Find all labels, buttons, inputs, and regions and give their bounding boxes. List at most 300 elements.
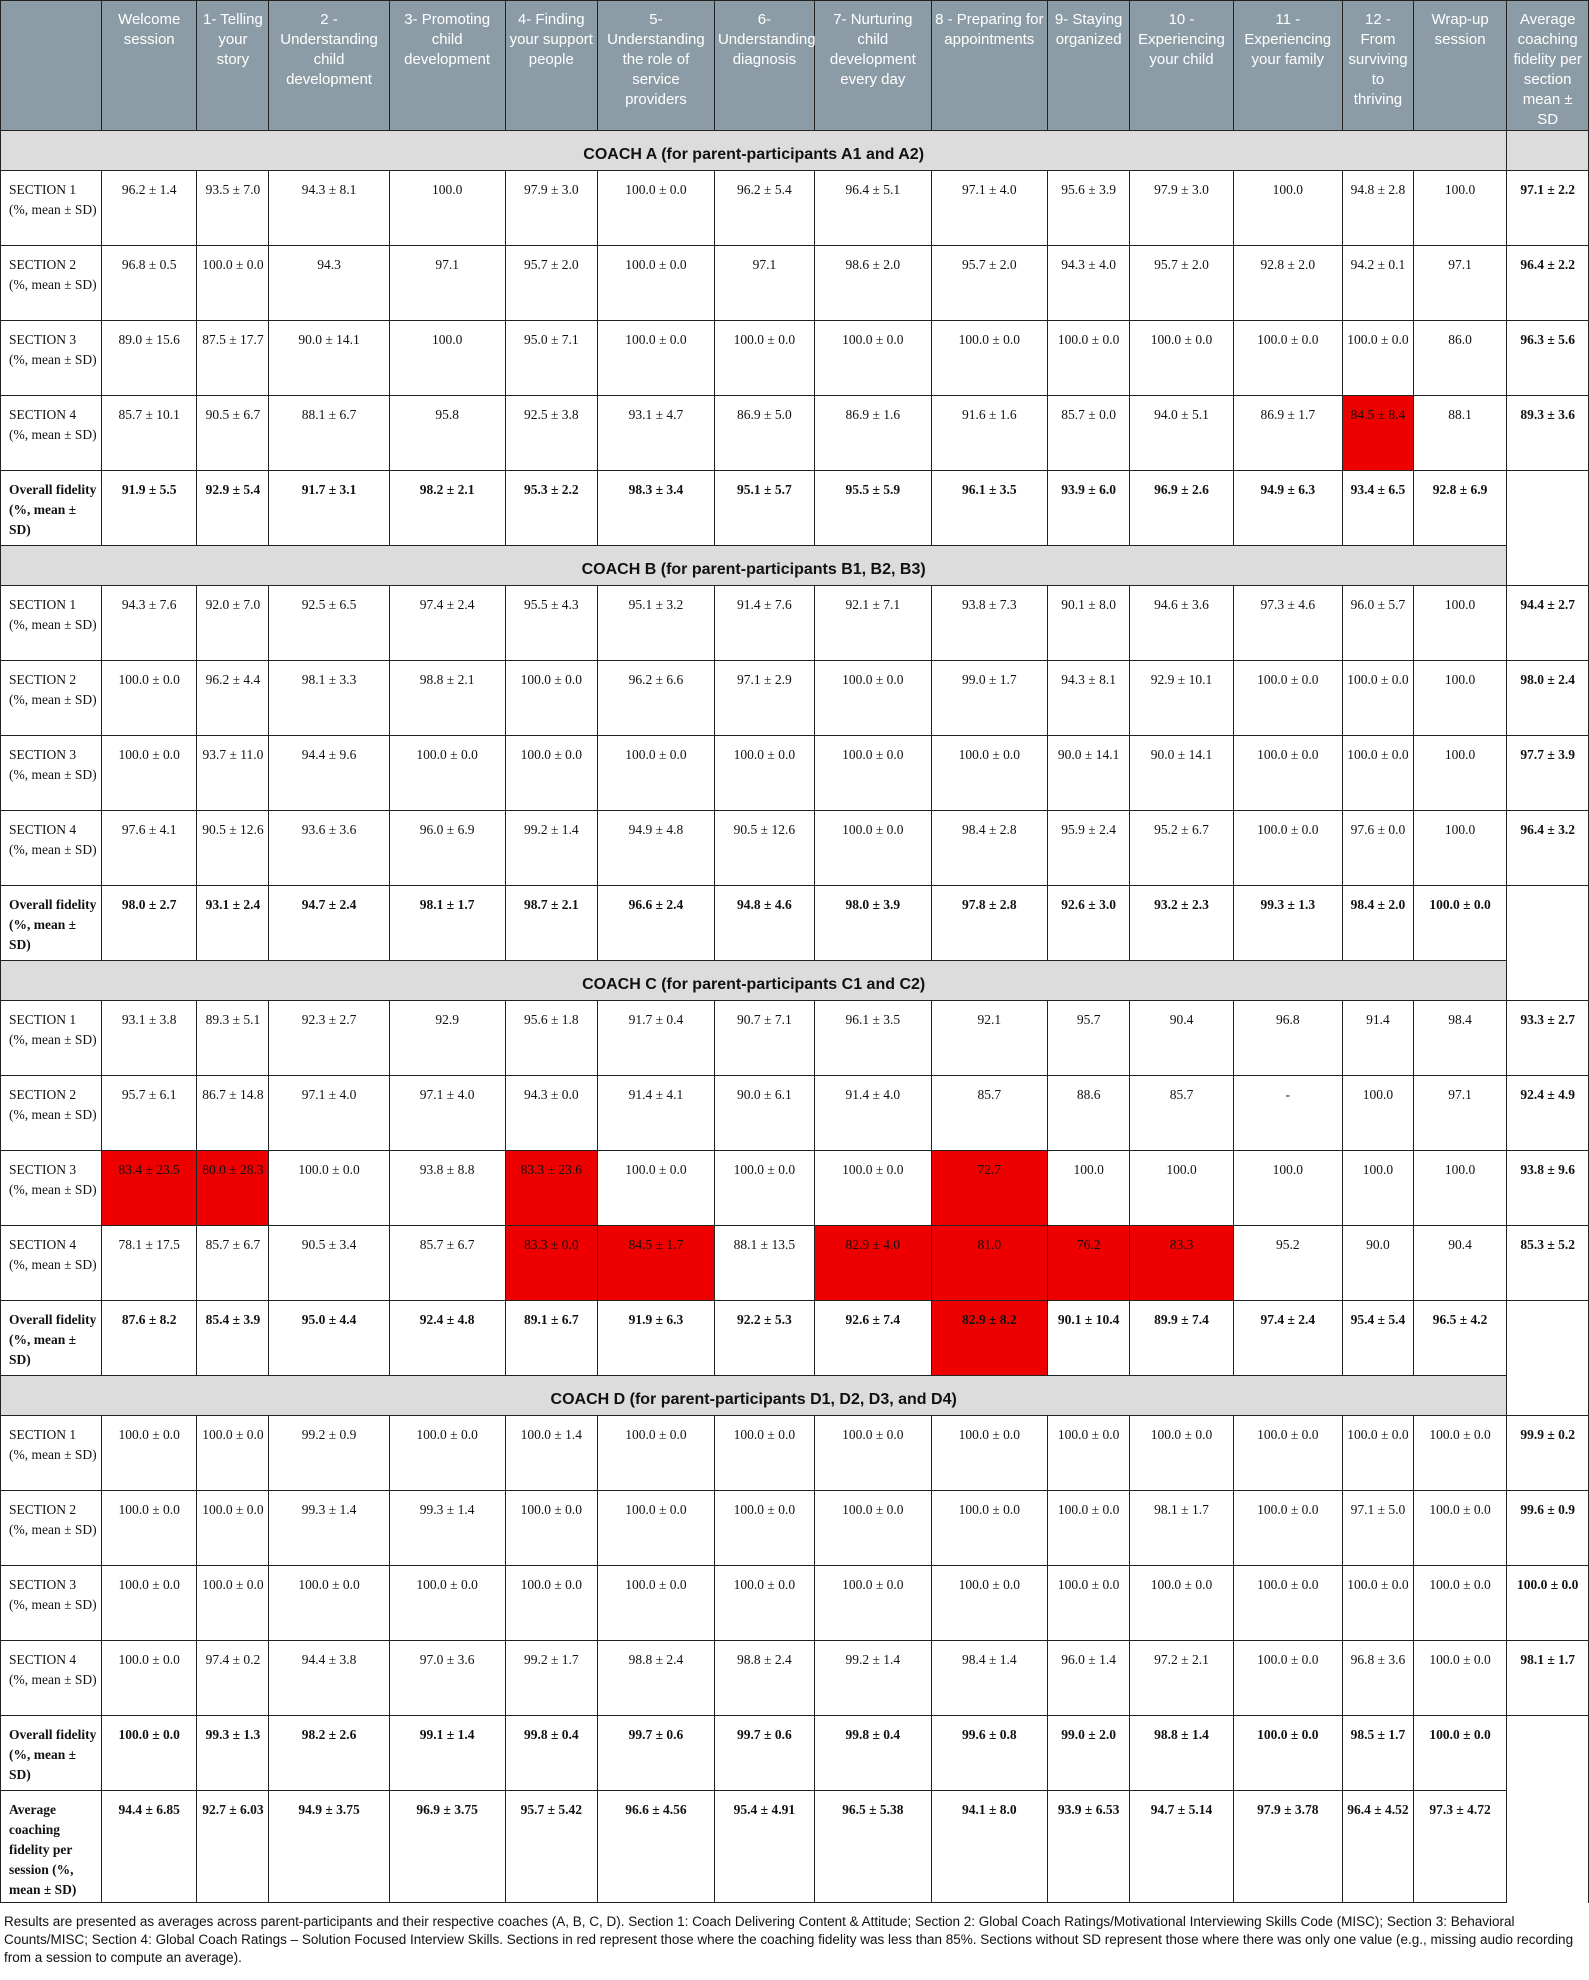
- table-cell: 94.3 ± 4.0: [1047, 246, 1130, 321]
- table-cell: 90.0 ± 14.1: [269, 321, 389, 396]
- table-cell: 92.8 ± 6.9: [1413, 471, 1506, 546]
- table-cell: 98.3 ± 3.4: [597, 471, 714, 546]
- table-cell: 93.9 ± 6.0: [1047, 471, 1130, 546]
- table-cell: 95.7 ± 2.0: [1130, 246, 1233, 321]
- table-cell: -: [1233, 1076, 1343, 1151]
- table-cell: 94.4 ± 9.6: [269, 736, 389, 811]
- table-cell: 98.7 ± 2.1: [505, 886, 597, 961]
- table-cell: 88.1: [1413, 396, 1506, 471]
- table-cell: 98.8 ± 1.4: [1130, 1716, 1233, 1791]
- empty-cell: [1507, 1301, 1589, 1376]
- table-cell: 90.4: [1413, 1226, 1506, 1301]
- coach-d-section-4-row: [1, 1641, 1589, 1716]
- column-header-session-9: 9- Staying organized: [1047, 1, 1130, 131]
- coach-d-title: COACH D (for parent-participants D1, D2, D3, and D4): [1, 1376, 1507, 1416]
- table-cell: 100.0 ± 0.0: [269, 1151, 389, 1226]
- section-average-cell: 92.4 ± 4.9: [1507, 1076, 1589, 1151]
- table-footnote: Results are presented as averages across parent-participants and their respective coaches (A, B, C, D). Section 1: Coach Delivering Content & Attitude; Section 2: Global Coach Ratings/Motivational Interviewing Skills Code (MISC); Section 3: Behavioral Counts/MISC; Section 4: Global Coach Ratings – Solution Focused Interview Skills. Sections in red represent those where the coaching fidelity was less than 85%. Sections without SD represent those where there was only one value (e.g., missing audio recording from a session to compute an average).: [4, 1914, 1574, 1965]
- table-cell: 100.0 ± 0.0: [101, 1416, 197, 1491]
- table-cell: 99.7 ± 0.6: [714, 1716, 814, 1791]
- table-cell: 88.6: [1047, 1076, 1130, 1151]
- table-cell: 93.5 ± 7.0: [197, 171, 269, 246]
- table-cell: 86.9 ± 1.7: [1233, 396, 1343, 471]
- coach-d-title-blank: [1507, 1376, 1589, 1416]
- table-cell: 92.9 ± 10.1: [1130, 661, 1233, 736]
- row-label: SECTION 2 (%, mean ± SD): [1, 246, 102, 321]
- table-cell: 99.2 ± 1.7: [505, 1641, 597, 1716]
- coach-a-section-2-row: [1, 246, 1589, 321]
- coach-c-section-2-row: [1, 1076, 1589, 1151]
- table-cell: 90.1 ± 10.4: [1047, 1301, 1130, 1376]
- table-cell: 83.4 ± 23.5: [101, 1151, 197, 1226]
- coach-c-section-1-row: [1, 1001, 1589, 1076]
- table-cell: 83.3: [1130, 1226, 1233, 1301]
- row-label: SECTION 4 (%, mean ± SD): [1, 1226, 102, 1301]
- table-cell: 100.0 ± 0.0: [101, 1566, 197, 1641]
- table-cell: 85.7 ± 10.1: [101, 396, 197, 471]
- table-cell: 97.1 ± 4.0: [931, 171, 1047, 246]
- table-cell: 90.0 ± 6.1: [714, 1076, 814, 1151]
- table-cell: 100.0 ± 0.0: [505, 661, 597, 736]
- table-cell: 97.2 ± 2.1: [1130, 1641, 1233, 1716]
- table-cell: 85.7: [1130, 1076, 1233, 1151]
- table-cell: 95.7 ± 2.0: [505, 246, 597, 321]
- table-cell: 82.9 ± 4.0: [814, 1226, 931, 1301]
- coach-b-section-2-row: [1, 661, 1589, 736]
- section-average-cell: 85.3 ± 5.2: [1507, 1226, 1589, 1301]
- table-cell: 98.0 ± 3.9: [814, 886, 931, 961]
- table-cell: 87.6 ± 8.2: [101, 1301, 197, 1376]
- table-cell: 93.4 ± 6.5: [1343, 471, 1414, 546]
- table-cell: 94.3: [269, 246, 389, 321]
- table-cell: 100.0 ± 0.0: [814, 1491, 931, 1566]
- column-header-average: Average coaching fidelity per section mean ± SD: [1507, 1, 1589, 131]
- table-cell: 100.0 ± 0.0: [1233, 661, 1343, 736]
- table-cell: 98.8 ± 2.4: [597, 1641, 714, 1716]
- coach-d-section-1-row: [1, 1416, 1589, 1491]
- table-cell: 91.9 ± 6.3: [597, 1301, 714, 1376]
- row-label: Overall fidelity (%, mean ± SD): [1, 1716, 102, 1791]
- table-cell: 93.8 ± 8.8: [389, 1151, 505, 1226]
- table-cell: 94.1 ± 8.0: [931, 1791, 1047, 1903]
- table-cell: 100.0 ± 0.0: [101, 1716, 197, 1791]
- table-cell: 99.6 ± 0.8: [931, 1716, 1047, 1791]
- table-cell: 100.0 ± 0.0: [814, 1151, 931, 1226]
- table-cell: 95.7 ± 5.42: [505, 1791, 597, 1903]
- table-body: [1, 131, 1589, 1903]
- table-cell: 100.0 ± 0.0: [1233, 1491, 1343, 1566]
- table-cell: 100.0 ± 0.0: [1233, 1416, 1343, 1491]
- table-cell: 94.2 ± 0.1: [1343, 246, 1414, 321]
- coach-b-title: COACH B (for parent-participants B1, B2, B3): [1, 546, 1507, 586]
- table-cell: 96.8 ± 3.6: [1343, 1641, 1414, 1716]
- table-cell: 97.9 ± 3.0: [1130, 171, 1233, 246]
- table-cell: 99.3 ± 1.3: [1233, 886, 1343, 961]
- table-cell: 95.8: [389, 396, 505, 471]
- table-cell: 100.0 ± 0.0: [1413, 1716, 1506, 1791]
- row-label: SECTION 4 (%, mean ± SD): [1, 1641, 102, 1716]
- table-cell: 87.5 ± 17.7: [197, 321, 269, 396]
- table-cell: 100.0 ± 0.0: [597, 1416, 714, 1491]
- table-cell: 100.0: [1413, 736, 1506, 811]
- empty-cell: [1507, 1791, 1589, 1903]
- table-cell: 80.0 ± 28.3: [197, 1151, 269, 1226]
- coach-b-section-3-row: [1, 736, 1589, 811]
- table-cell: 91.7 ± 0.4: [597, 1001, 714, 1076]
- table-cell: 93.2 ± 2.3: [1130, 886, 1233, 961]
- table-cell: 97.9 ± 3.78: [1233, 1791, 1343, 1903]
- table-cell: 98.8 ± 2.4: [714, 1641, 814, 1716]
- table-cell: 93.7 ± 11.0: [197, 736, 269, 811]
- coach-c-section-3-row: [1, 1151, 1589, 1226]
- table-cell: 100.0 ± 0.0: [1343, 1416, 1414, 1491]
- table-cell: 100.0 ± 0.0: [1413, 886, 1506, 961]
- empty-cell: [1507, 886, 1589, 961]
- table-cell: 96.1 ± 3.5: [931, 471, 1047, 546]
- table-cell: 100.0 ± 0.0: [597, 736, 714, 811]
- table-cell: 96.8 ± 0.5: [101, 246, 197, 321]
- table-cell: 98.4 ± 2.8: [931, 811, 1047, 886]
- table-cell: 100.0 ± 0.0: [714, 1491, 814, 1566]
- table-cell: 98.6 ± 2.0: [814, 246, 931, 321]
- coach-b-title-row: [1, 546, 1589, 586]
- table-cell: 97.1 ± 2.9: [714, 661, 814, 736]
- table-cell: 97.0 ± 3.6: [389, 1641, 505, 1716]
- table-cell: 94.3 ± 8.1: [269, 171, 389, 246]
- coach-b-section-1-row: [1, 586, 1589, 661]
- table-cell: 100.0 ± 0.0: [1047, 321, 1130, 396]
- table-cell: 98.1 ± 1.7: [389, 886, 505, 961]
- row-label: SECTION 4 (%, mean ± SD): [1, 811, 102, 886]
- table-cell: 83.3 ± 0.0: [505, 1226, 597, 1301]
- column-header-session-2: 2 - Understanding child development: [269, 1, 389, 131]
- table-cell: 100.0 ± 0.0: [931, 1566, 1047, 1641]
- row-label: SECTION 1 (%, mean ± SD): [1, 171, 102, 246]
- section-average-cell: 96.4 ± 2.2: [1507, 246, 1589, 321]
- table-cell: 97.6 ± 0.0: [1343, 811, 1414, 886]
- table-cell: 98.4: [1413, 1001, 1506, 1076]
- section-average-cell: 99.9 ± 0.2: [1507, 1416, 1589, 1491]
- table-cell: 92.4 ± 4.8: [389, 1301, 505, 1376]
- coach-a-section-1-row: [1, 171, 1589, 246]
- table-cell: 89.9 ± 7.4: [1130, 1301, 1233, 1376]
- table-cell: 96.8: [1233, 1001, 1343, 1076]
- table-cell: 93.1 ± 4.7: [597, 396, 714, 471]
- table-cell: 100.0: [1233, 1151, 1343, 1226]
- table-cell: 93.9 ± 6.53: [1047, 1791, 1130, 1903]
- table-cell: 100.0: [1413, 811, 1506, 886]
- table-cell: 97.1: [389, 246, 505, 321]
- table-cell: 100.0 ± 1.4: [505, 1416, 597, 1491]
- table-cell: 100.0 ± 0.0: [931, 1416, 1047, 1491]
- coach-c-title: COACH C (for parent-participants C1 and C2): [1, 961, 1507, 1001]
- table-cell: 99.3 ± 1.3: [197, 1716, 269, 1791]
- average-per-session-row: [1, 1791, 1589, 1903]
- table-cell: 100.0 ± 0.0: [814, 321, 931, 396]
- section-average-cell: 98.1 ± 1.7: [1507, 1641, 1589, 1716]
- table-cell: 100.0 ± 0.0: [1047, 1566, 1130, 1641]
- table-cell: 98.4 ± 1.4: [931, 1641, 1047, 1716]
- table-cell: 100.0 ± 0.0: [1413, 1416, 1506, 1491]
- row-label: Overall fidelity (%, mean ± SD): [1, 886, 102, 961]
- table-cell: 100.0 ± 0.0: [814, 811, 931, 886]
- table-cell: 100.0 ± 0.0: [714, 321, 814, 396]
- table-cell: 100.0 ± 0.0: [101, 1641, 197, 1716]
- coach-c-overall-row: [1, 1301, 1589, 1376]
- coach-d-section-3-row: [1, 1566, 1589, 1641]
- table-cell: 95.2: [1233, 1226, 1343, 1301]
- table-cell: 89.1 ± 6.7: [505, 1301, 597, 1376]
- table-cell: 99.0 ± 2.0: [1047, 1716, 1130, 1791]
- table-cell: 100.0 ± 0.0: [389, 736, 505, 811]
- table-cell: 96.1 ± 3.5: [814, 1001, 931, 1076]
- table-cell: 94.6 ± 3.6: [1130, 586, 1233, 661]
- table-cell: 95.5 ± 4.3: [505, 586, 597, 661]
- table-cell: 90.5 ± 6.7: [197, 396, 269, 471]
- table-cell: 91.4 ± 4.1: [597, 1076, 714, 1151]
- table-cell: 100.0 ± 0.0: [714, 1151, 814, 1226]
- row-label: SECTION 3 (%, mean ± SD): [1, 1566, 102, 1641]
- table-cell: 96.9 ± 3.75: [389, 1791, 505, 1903]
- row-label: SECTION 1 (%, mean ± SD): [1, 1001, 102, 1076]
- column-header-session-5: 5- Understanding the role of service providers: [597, 1, 714, 131]
- table-cell: 90.7 ± 7.1: [714, 1001, 814, 1076]
- table-cell: 100.0 ± 0.0: [389, 1416, 505, 1491]
- coach-c-title-row: [1, 961, 1589, 1001]
- section-average-cell: 93.3 ± 2.7: [1507, 1001, 1589, 1076]
- coach-c-section-4-row: [1, 1226, 1589, 1301]
- table-cell: 100.0 ± 0.0: [931, 736, 1047, 811]
- row-label: SECTION 3 (%, mean ± SD): [1, 1151, 102, 1226]
- table-cell: 100.0 ± 0.0: [714, 1566, 814, 1641]
- table-cell: 94.7 ± 5.14: [1130, 1791, 1233, 1903]
- coach-a-overall-row: [1, 471, 1589, 546]
- table-cell: 89.3 ± 5.1: [197, 1001, 269, 1076]
- table-cell: 94.3 ± 7.6: [101, 586, 197, 661]
- section-average-cell: 89.3 ± 3.6: [1507, 396, 1589, 471]
- column-header-session-3: 3- Promoting child development: [389, 1, 505, 131]
- coach-d-section-2-row: [1, 1491, 1589, 1566]
- table-cell: 91.4: [1343, 1001, 1414, 1076]
- table-cell: 98.2 ± 2.1: [389, 471, 505, 546]
- table-cell: 97.9 ± 3.0: [505, 171, 597, 246]
- table-cell: 91.6 ± 1.6: [931, 396, 1047, 471]
- row-label: SECTION 4 (%, mean ± SD): [1, 396, 102, 471]
- column-header-session-7: 7- Nurturing child development every day: [814, 1, 931, 131]
- table-cell: 96.4 ± 5.1: [814, 171, 931, 246]
- table-cell: 90.4: [1130, 1001, 1233, 1076]
- table-cell: 96.6 ± 2.4: [597, 886, 714, 961]
- table-cell: 93.6 ± 3.6: [269, 811, 389, 886]
- table-cell: 99.2 ± 0.9: [269, 1416, 389, 1491]
- table-cell: 100.0 ± 0.0: [1233, 1641, 1343, 1716]
- row-label: SECTION 2 (%, mean ± SD): [1, 1491, 102, 1566]
- column-header-session-0: Welcome session: [101, 1, 197, 131]
- table-cell: 88.1 ± 13.5: [714, 1226, 814, 1301]
- table-cell: 99.8 ± 0.4: [505, 1716, 597, 1791]
- table-cell: 100.0 ± 0.0: [197, 1416, 269, 1491]
- table-cell: 95.7 ± 6.1: [101, 1076, 197, 1151]
- table-cell: 86.9 ± 1.6: [814, 396, 931, 471]
- table-cell: 97.1: [1413, 1076, 1506, 1151]
- coach-b-title-blank: [1507, 546, 1589, 586]
- table-cell: 90.0 ± 14.1: [1130, 736, 1233, 811]
- table-cell: 90.0: [1343, 1226, 1414, 1301]
- table-cell: 97.3 ± 4.72: [1413, 1791, 1506, 1903]
- table-cell: 91.4 ± 4.0: [814, 1076, 931, 1151]
- table-cell: 100.0 ± 0.0: [101, 1491, 197, 1566]
- table-cell: 92.6 ± 7.4: [814, 1301, 931, 1376]
- table-cell: 92.8 ± 2.0: [1233, 246, 1343, 321]
- table-cell: 100.0 ± 0.0: [197, 1491, 269, 1566]
- table-cell: 100.0 ± 0.0: [814, 661, 931, 736]
- table-cell: 100.0: [389, 171, 505, 246]
- table-cell: 100.0: [1413, 171, 1506, 246]
- table-cell: 95.1 ± 3.2: [597, 586, 714, 661]
- table-cell: 78.1 ± 17.5: [101, 1226, 197, 1301]
- table-cell: 99.3 ± 1.4: [389, 1491, 505, 1566]
- table-cell: 97.4 ± 2.4: [389, 586, 505, 661]
- table-cell: 100.0 ± 0.0: [505, 736, 597, 811]
- section-average-cell: 93.8 ± 9.6: [1507, 1151, 1589, 1226]
- coach-d-overall-row: [1, 1716, 1589, 1791]
- table-cell: 100.0 ± 0.0: [1233, 321, 1343, 396]
- table-cell: 100.0: [1343, 1151, 1414, 1226]
- row-label: Average coaching fidelity per session (%, mean ± SD): [1, 1791, 102, 1903]
- table-cell: 93.8 ± 7.3: [931, 586, 1047, 661]
- table-cell: 100.0: [1413, 586, 1506, 661]
- table-cell: 92.0 ± 7.0: [197, 586, 269, 661]
- row-label: SECTION 3 (%, mean ± SD): [1, 736, 102, 811]
- table-cell: 86.9 ± 5.0: [714, 396, 814, 471]
- table-cell: 95.9 ± 2.4: [1047, 811, 1130, 886]
- table-cell: 100.0 ± 0.0: [714, 736, 814, 811]
- table-cell: 92.3 ± 2.7: [269, 1001, 389, 1076]
- table-cell: 92.2 ± 5.3: [714, 1301, 814, 1376]
- table-cell: 100.0 ± 0.0: [814, 1416, 931, 1491]
- table-cell: 100.0 ± 0.0: [597, 246, 714, 321]
- table-cell: 100.0 ± 0.0: [597, 1566, 714, 1641]
- table-cell: 95.7: [1047, 1001, 1130, 1076]
- table-cell: 91.7 ± 3.1: [269, 471, 389, 546]
- row-label: SECTION 1 (%, mean ± SD): [1, 586, 102, 661]
- table-cell: 97.3 ± 4.6: [1233, 586, 1343, 661]
- table-cell: 100.0 ± 0.0: [1343, 1566, 1414, 1641]
- table-cell: 94.0 ± 5.1: [1130, 396, 1233, 471]
- empty-cell: [1507, 471, 1589, 546]
- table-cell: 99.2 ± 1.4: [505, 811, 597, 886]
- table-cell: 100.0 ± 0.0: [1413, 1641, 1506, 1716]
- table-cell: 92.5 ± 3.8: [505, 396, 597, 471]
- table-cell: 100.0 ± 0.0: [101, 736, 197, 811]
- table-cell: 92.9: [389, 1001, 505, 1076]
- table-cell: 90.0 ± 14.1: [1047, 736, 1130, 811]
- table-cell: 98.2 ± 2.6: [269, 1716, 389, 1791]
- section-average-cell: 94.4 ± 2.7: [1507, 586, 1589, 661]
- table-cell: 76.2: [1047, 1226, 1130, 1301]
- column-header-session-13: Wrap-up session: [1413, 1, 1506, 131]
- coach-a-title: COACH A (for parent-participants A1 and A2): [1, 131, 1507, 171]
- table-cell: 99.3 ± 1.4: [269, 1491, 389, 1566]
- table-cell: 92.1: [931, 1001, 1047, 1076]
- table-cell: 81.0: [931, 1226, 1047, 1301]
- table-cell: 94.8 ± 2.8: [1343, 171, 1414, 246]
- section-average-cell: 98.0 ± 2.4: [1507, 661, 1589, 736]
- table-cell: 98.4 ± 2.0: [1343, 886, 1414, 961]
- coach-a-title-blank: [1507, 131, 1589, 171]
- table-cell: 97.6 ± 4.1: [101, 811, 197, 886]
- table-cell: 98.8 ± 2.1: [389, 661, 505, 736]
- table-cell: 85.7 ± 6.7: [197, 1226, 269, 1301]
- table-cell: 98.0 ± 2.7: [101, 886, 197, 961]
- table-cell: 100.0 ± 0.0: [1413, 1566, 1506, 1641]
- column-header-session-6: 6- Understanding diagnosis: [714, 1, 814, 131]
- table-cell: 92.7 ± 6.03: [197, 1791, 269, 1903]
- table-cell: 85.7: [931, 1076, 1047, 1151]
- table-cell: 100.0 ± 0.0: [1343, 321, 1414, 396]
- table-cell: 100.0: [1343, 1076, 1414, 1151]
- table-cell: 100.0 ± 0.0: [1343, 736, 1414, 811]
- table-cell: 100.0 ± 0.0: [597, 1151, 714, 1226]
- table-cell: 96.5 ± 4.2: [1413, 1301, 1506, 1376]
- section-average-cell: 100.0 ± 0.0: [1507, 1566, 1589, 1641]
- coach-d-title-row: [1, 1376, 1589, 1416]
- table-cell: 94.9 ± 4.8: [597, 811, 714, 886]
- column-header-session-11: 11 - Experiencing your family: [1233, 1, 1343, 131]
- table-cell: 100.0 ± 0.0: [931, 1491, 1047, 1566]
- table-cell: 94.7 ± 2.4: [269, 886, 389, 961]
- table-cell: 100.0: [1047, 1151, 1130, 1226]
- table-cell: 100.0: [1130, 1151, 1233, 1226]
- table-cell: 97.1 ± 5.0: [1343, 1491, 1414, 1566]
- table-cell: 96.0 ± 1.4: [1047, 1641, 1130, 1716]
- table-cell: 92.9 ± 5.4: [197, 471, 269, 546]
- table-cell: 96.0 ± 6.9: [389, 811, 505, 886]
- section-average-cell: 97.1 ± 2.2: [1507, 171, 1589, 246]
- coach-a-section-4-row: [1, 396, 1589, 471]
- table-cell: 100.0 ± 0.0: [1413, 1491, 1506, 1566]
- table-cell: 96.2 ± 6.6: [597, 661, 714, 736]
- table-cell: 88.1 ± 6.7: [269, 396, 389, 471]
- table-cell: 95.0 ± 4.4: [269, 1301, 389, 1376]
- table-cell: 95.6 ± 1.8: [505, 1001, 597, 1076]
- table-cell: 90.5 ± 3.4: [269, 1226, 389, 1301]
- table-cell: 100.0 ± 0.0: [197, 246, 269, 321]
- table-cell: 100.0 ± 0.0: [389, 1566, 505, 1641]
- table-cell: 97.1 ± 4.0: [389, 1076, 505, 1151]
- table-cell: 97.1 ± 4.0: [269, 1076, 389, 1151]
- table-cell: 100.0 ± 0.0: [269, 1566, 389, 1641]
- table-cell: 92.1 ± 7.1: [814, 586, 931, 661]
- column-header-session-1: 1- Telling your story: [197, 1, 269, 131]
- table-cell: 85.4 ± 3.9: [197, 1301, 269, 1376]
- table-cell: 99.1 ± 1.4: [389, 1716, 505, 1791]
- table-cell: 93.1 ± 2.4: [197, 886, 269, 961]
- table-cell: 100.0: [389, 321, 505, 396]
- coach-b-section-4-row: [1, 811, 1589, 886]
- row-label: Overall fidelity (%, mean ± SD): [1, 1301, 102, 1376]
- table-cell: 100.0 ± 0.0: [1343, 661, 1414, 736]
- table-cell: 100.0 ± 0.0: [1233, 811, 1343, 886]
- table-cell: 97.1: [714, 246, 814, 321]
- row-label: SECTION 3 (%, mean ± SD): [1, 321, 102, 396]
- table-cell: 90.5 ± 12.6: [197, 811, 269, 886]
- column-header-session-4: 4- Finding your support people: [505, 1, 597, 131]
- table-cell: 86.7 ± 14.8: [197, 1076, 269, 1151]
- table-cell: 100.0 ± 0.0: [597, 171, 714, 246]
- header-corner: [1, 1, 102, 131]
- table-cell: 96.2 ± 1.4: [101, 171, 197, 246]
